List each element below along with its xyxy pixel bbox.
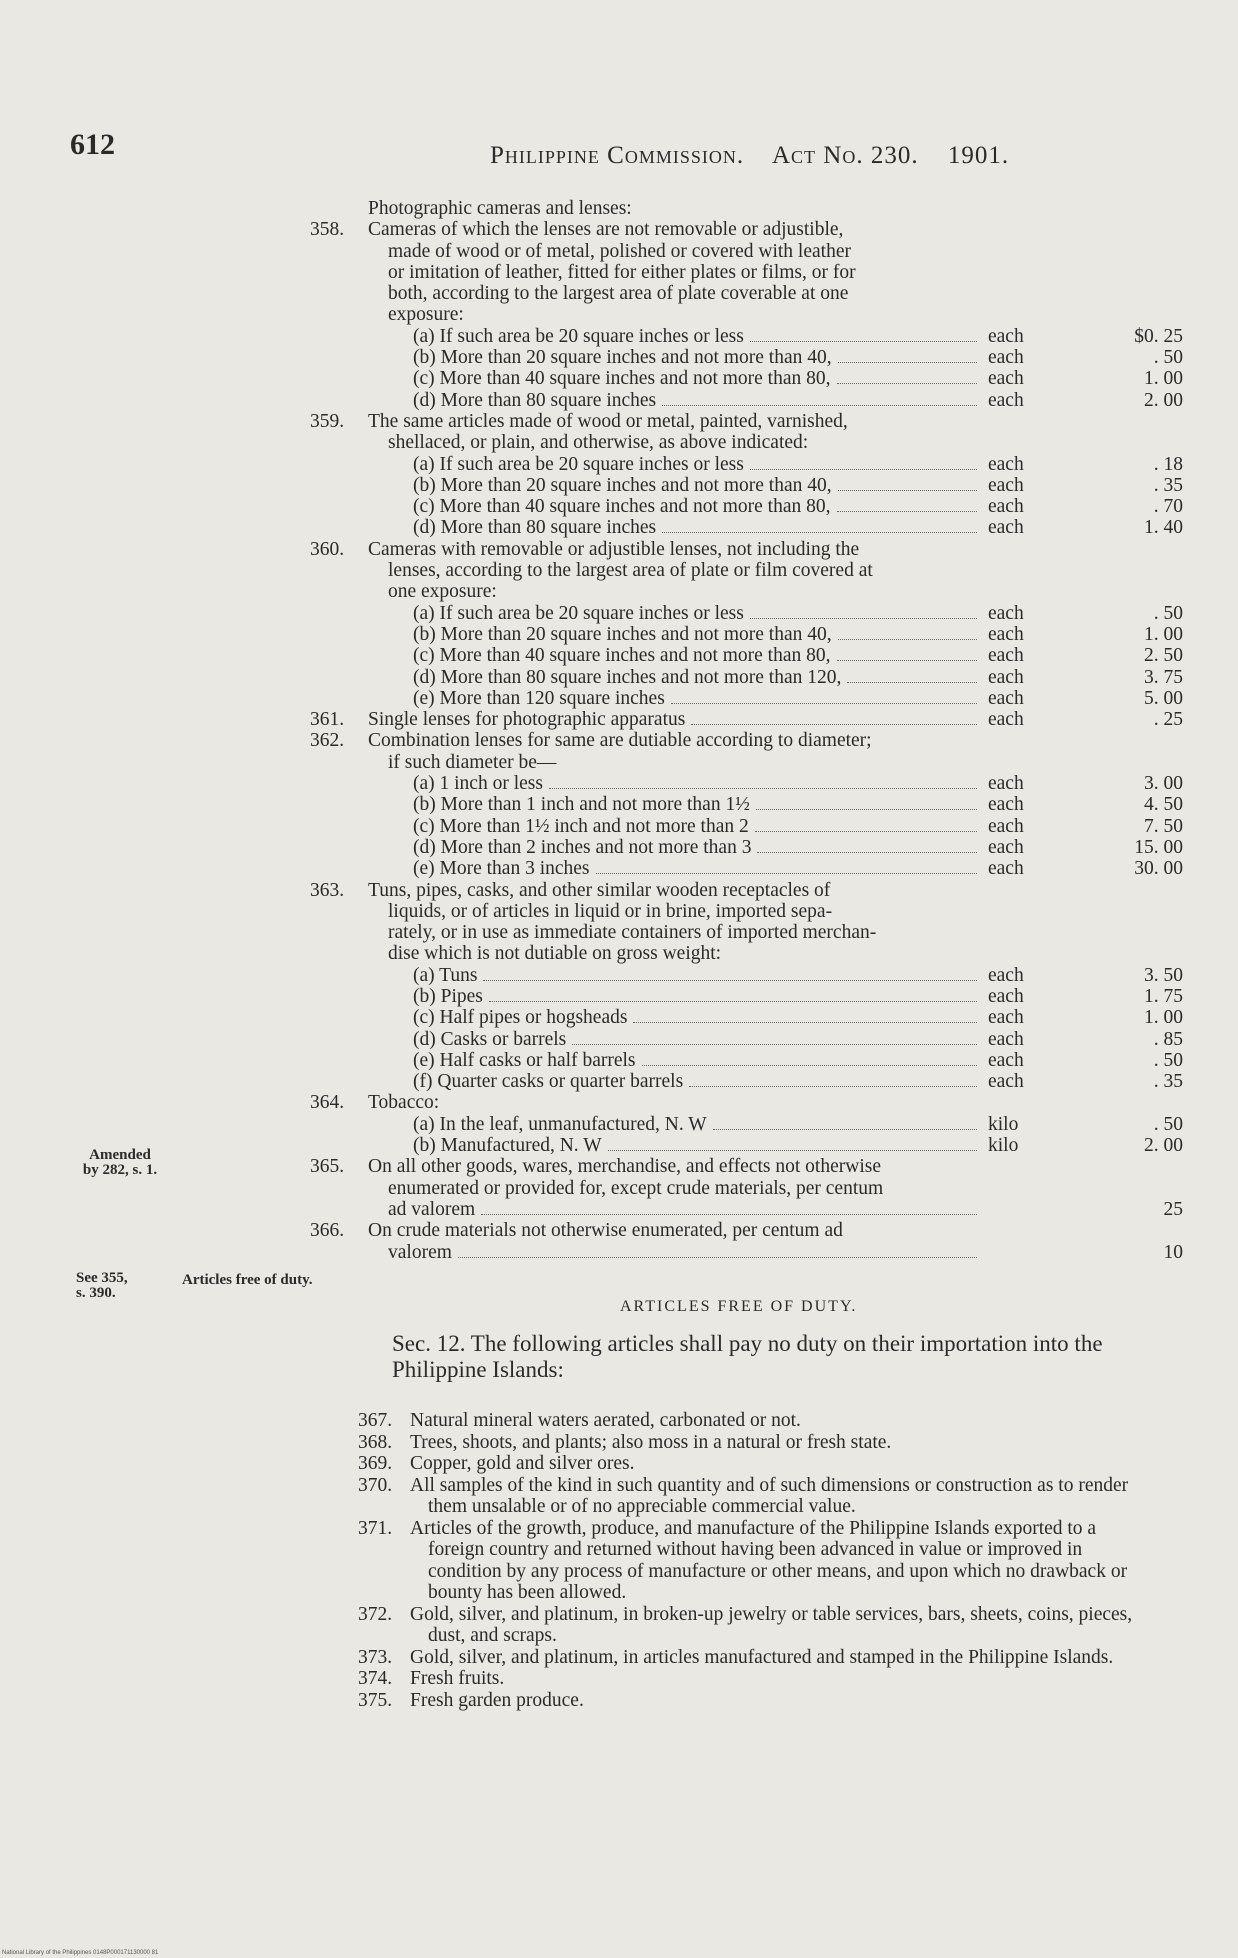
line-text: liquids, or of articles in liquid or in brine, imported sepa- [388,900,833,922]
rate-value: 1. 00 [1144,1007,1183,1029]
dot-leader [837,660,978,661]
dot-leader [750,469,977,470]
section-12-paragraph: Sec. 12. The following articles shall pay no duty on their importation into the Philippine Islands: [392,1331,1103,1382]
dot-leader [837,511,978,512]
free-article [358,1689,1155,1712]
rate-value: 25 [1163,1198,1183,1220]
line-text: dise which is not dutiable on gross weight: [388,943,722,965]
item-number: 358. [310,219,345,241]
rate-label-text: (d) Casks or barrels [413,1028,567,1050]
free-article-text: All samples of the kind in such quantity and of such dimensions or construction as to render them unsalable or of no appreciable commercial value. [410,1474,1129,1517]
text-line [368,922,1183,943]
rate-unit: each [988,964,1024,986]
dot-leader [838,362,977,363]
rate-label-text: (a) If such area be 20 square inches or less [413,602,744,624]
rate-unit: each [988,496,1024,518]
line-text: shellaced, or plain, and otherwise, as above indicated: [388,432,809,454]
rate-row [368,475,1183,496]
rate-label-text: Single lenses for photographic apparatus [368,709,686,731]
rate-unit: each [988,1049,1024,1071]
free-article [358,1646,1155,1669]
rate-label-text: (f) Quarter casks or quarter barrels [413,1071,684,1093]
rate-value: 15. 00 [1134,836,1183,858]
rate-unit: each [988,794,1024,816]
rate-row [368,837,1183,858]
free-article-text: Fresh garden produce. [410,1689,584,1711]
dot-leader [671,703,977,704]
rate-unit: each [988,602,1024,624]
rate-label-text: (c) More than 40 square inches and not more than 80, [413,368,831,390]
free-articles-list [358,1410,1155,1711]
running-head-act: Act No. 230. [771,142,919,169]
dot-leader [458,1257,977,1258]
rate-label [413,326,983,347]
rate-row [368,816,1183,837]
rate-label-text: ad valorem [388,1198,476,1220]
item-number: 371. [358,1517,393,1539]
rate-label-text: (d) More than 80 square inches [413,517,657,539]
dot-leader [689,1086,977,1087]
item-number: 368. [358,1431,393,1453]
rate-value: 2. 00 [1144,389,1183,411]
rate-value: 7. 50 [1144,815,1183,837]
free-article-text: Gold, silver, and platinum, in broken-up jewelry or table services, bars, sheets, coins, pieces, dust, and scraps. [410,1603,1133,1646]
rate-unit: each [988,347,1024,369]
rate-value: 1. 40 [1144,517,1183,539]
footer-credit: National Library of the Philippines 0148P000171130000 81 [2,1950,159,1956]
rate-value: 10 [1163,1241,1183,1263]
rate-label-text: (a) If such area be 20 square inches or less [413,453,744,475]
dot-leader [838,639,977,640]
rate-row [368,454,1183,475]
free-article [358,1517,1155,1604]
rate-label-text: valorem [388,1241,452,1263]
rate-label [413,965,983,986]
item-number: 370. [358,1474,393,1496]
rate-unit: each [988,836,1024,858]
rate-value: 3. 00 [1144,773,1183,795]
running-head [490,142,1009,170]
rate-label [413,986,983,1007]
dot-leader [608,1150,977,1151]
rate-unit: each [988,623,1024,645]
rate-row [368,1199,1183,1220]
free-article [358,1431,1155,1454]
dot-leader [662,405,977,406]
rate-unit: each [988,1071,1024,1093]
rate-value: . 50 [1153,347,1183,369]
line-text: Photographic cameras and lenses: [368,198,632,219]
rate-row [368,517,1183,538]
free-article [358,1453,1155,1475]
rate-label [413,475,983,496]
free-article-text: Fresh fruits. [410,1668,505,1689]
rate-unit: each [988,709,1024,731]
rate-label-text: (b) Pipes [413,985,483,1007]
rate-label [413,390,983,411]
free-article [358,1603,1155,1647]
text-line [368,1178,1183,1199]
rate-label-text: (b) More than 20 square inches and not more than 40, [413,623,832,645]
dot-leader [572,1044,977,1045]
free-article-text: Natural mineral waters aerated, carbonated or not. [410,1410,801,1431]
line-text: The same articles made of wood or metal, painted, varnished, [368,410,848,432]
rate-label-text: (e) More than 120 square inches [413,687,665,709]
free-article [358,1410,1155,1432]
dot-leader [642,1065,977,1066]
rate-unit: each [988,368,1024,390]
rate-label [413,1007,983,1028]
margin-note-line: Amended [89,1147,151,1163]
free-article-text: Articles of the growth, produce, and manufacture of the Philippine Islands exported to a foreign country and returned without having been advanced in value or improved in condition by any process of manufacture or other means, and upon which no drawback or bounty has been allowed. [410,1517,1128,1603]
rate-label-text: (c) Half pipes or hogsheads [413,1007,628,1029]
rate-value: $0. 25 [1134,325,1183,347]
item-number: 369. [358,1453,393,1474]
line-text: one exposure: [388,581,497,603]
line-text: Combination lenses for same are dutiable according to diameter; [368,730,872,752]
rate-value: 30. 00 [1134,858,1183,880]
rate-label-text: (a) If such area be 20 square inches or less [413,325,744,347]
text-line [368,304,1183,325]
rate-row [368,1071,1183,1092]
rate-label [413,837,983,858]
rate-unit: each [988,1007,1024,1029]
rate-unit: each [988,389,1024,411]
rate-label [413,368,983,389]
rate-row [368,986,1183,1007]
rate-label-text: (c) More than 1½ inch and not more than 2 [413,815,749,837]
rate-unit: kilo [988,1135,1019,1157]
rate-label-text: (d) More than 80 square inches [413,389,657,411]
rate-value: . 35 [1153,1071,1183,1093]
item-number: 367. [358,1410,393,1431]
dot-leader [691,724,977,725]
text-line [310,730,1183,752]
dot-leader [483,980,977,981]
rate-label [413,1071,983,1092]
margin-note-line: s. 390. [76,1285,116,1301]
rate-row [368,603,1183,624]
rate-label-text: (c) More than 40 square inches and not more than 80, [413,645,831,667]
line-text: On crude materials not otherwise enumerated, per centum ad [368,1220,843,1242]
rate-row [368,794,1183,815]
text-line [310,219,1183,241]
dot-leader [713,1129,977,1130]
rate-row [368,965,1183,986]
dot-leader [755,831,977,832]
rate-label-text: (a) 1 inch or less [413,773,543,795]
rate-unit: each [988,815,1024,837]
item-number: 372. [358,1603,393,1625]
item-number: 366. [310,1220,345,1242]
rate-value: 2. 50 [1144,645,1183,667]
rate-value: . 50 [1153,1113,1183,1135]
running-head-title: Philippine Commission. [490,142,745,169]
line-text: made of wood or of metal, polished or covered with leather [388,240,851,262]
text-line [368,241,1183,262]
line-text: lenses, according to the largest area of plate or film covered at [388,560,873,582]
rate-label-text: (a) Tuns [413,964,478,986]
section-title: ARTICLES FREE OF DUTY. [620,1298,858,1315]
text-line [310,1220,1183,1242]
rate-unit: each [988,453,1024,475]
rate-label [368,709,983,730]
rate-row [368,688,1183,709]
item-number: 375. [358,1689,393,1711]
rate-unit: each [988,325,1024,347]
rate-unit: each [988,1028,1024,1050]
rate-label [388,1199,983,1220]
dot-leader [750,618,977,619]
item-number: 365. [310,1156,345,1178]
rate-unit: each [988,517,1024,539]
dot-leader [633,1022,977,1023]
rate-row [368,1114,1183,1135]
rate-value: 2. 00 [1144,1135,1183,1157]
dot-leader [662,532,977,533]
rate-label [413,347,983,368]
rate-label-text: (b) More than 20 square inches and not more than 40, [413,347,832,369]
text-line [310,538,1183,560]
rate-label-text: (b) More than 1 inch and not more than 1½ [413,794,750,816]
dot-leader [750,341,977,342]
free-article [358,1474,1155,1518]
rate-label-text: (b) Manufactured, N. W [413,1135,602,1157]
dot-leader [489,1001,977,1002]
rate-unit: each [988,474,1024,496]
rate-row [368,1242,1183,1263]
margin-note-line: by 282, s. 1. [82,1162,158,1178]
running-head-year: 1901. [947,142,1010,169]
rate-unit: kilo [988,1113,1019,1135]
rate-value: . 50 [1153,602,1183,624]
text-line [368,432,1183,453]
rate-value: 1. 75 [1144,985,1183,1007]
line-text: rately, or in use as immediate containers of imported merchan- [388,922,877,944]
rate-value: . 25 [1153,709,1183,731]
rate-value: 1. 00 [1144,368,1183,390]
text-line [368,560,1183,581]
dot-leader [838,490,977,491]
rate-label-text: (a) In the leaf, unmanufactured, N. W [413,1113,707,1135]
text-line [310,1156,1183,1178]
line-text: enumerated or provided for, except crude materials, per centum [388,1177,884,1199]
rate-label-text: (e) More than 3 inches [413,858,590,880]
dot-leader [837,383,978,384]
rate-label [413,454,983,475]
free-article-text: Copper, gold and silver ores. [410,1453,635,1474]
rate-label-text: (c) More than 40 square inches and not more than 80, [413,496,831,518]
rate-unit: each [988,985,1024,1007]
text-line [368,198,1183,219]
rate-row [368,773,1183,794]
margin-note-see [76,1271,196,1301]
line-text: exposure: [388,304,464,326]
dot-leader [596,873,977,874]
item-number: 364. [310,1092,345,1114]
tariff-list [310,198,1183,1263]
text-line [310,410,1183,432]
item-number: 363. [310,879,345,901]
rate-label-text: (d) More than 80 square inches and not more than 120, [413,666,842,688]
rate-label [413,794,983,815]
rate-value: 5. 00 [1144,687,1183,709]
margin-note-amended [60,1148,180,1178]
rate-row [368,858,1183,879]
dot-leader [847,682,977,683]
text-line [368,752,1183,773]
rate-label [413,624,983,645]
rate-row [368,326,1183,347]
line-text: Tuns, pipes, casks, and other similar wooden receptacles of [368,879,831,901]
rate-unit: each [988,773,1024,795]
dot-leader [756,809,977,810]
line-text: or imitation of leather, fitted for either plates or films, or for [388,261,856,283]
rate-label-text: (e) Half casks or half barrels [413,1049,636,1071]
text-line [368,901,1183,922]
rate-label [413,1114,983,1135]
rate-label [413,816,983,837]
free-article [358,1668,1155,1690]
rate-row [368,368,1183,389]
rate-value: 4. 50 [1144,794,1183,816]
rate-row [368,1050,1183,1071]
rate-unit: each [988,687,1024,709]
rate-label-text: (b) More than 20 square inches and not more than 40, [413,474,832,496]
rate-row [368,390,1183,411]
item-number: 360. [310,538,345,560]
item-number: 373. [358,1646,393,1668]
rate-label [413,858,983,879]
line-text: if such diameter be— [388,751,557,773]
line-text: both, according to the largest area of plate coverable at one [388,283,849,305]
rate-row [368,624,1183,645]
rate-value: . 85 [1153,1028,1183,1050]
line-text: Tobacco: [368,1092,440,1114]
rate-label [413,1050,983,1071]
text-line [368,943,1183,964]
rate-label [413,1029,983,1050]
line-text: Cameras of which the lenses are not removable or adjustible, [368,219,844,241]
rate-value: 3. 50 [1144,964,1183,986]
margin-caption-free: Articles free of duty. [182,1272,313,1288]
rate-label [413,1135,983,1156]
free-article-text: Gold, silver, and platinum, in articles manufactured and stamped in the Philippine Islands. [410,1646,1114,1668]
item-number: 359. [310,410,345,432]
line-text: On all other goods, wares, merchandise, and effects not otherwise [368,1156,881,1178]
rate-unit: each [988,645,1024,667]
rate-label [413,667,983,688]
rate-row [368,347,1183,368]
item-number: 362. [310,730,345,752]
dot-leader [481,1214,977,1215]
rate-label [413,603,983,624]
text-line [368,581,1183,602]
line-text: Cameras with removable or adjustible lenses, not including the [368,538,860,560]
rate-value: . 35 [1153,474,1183,496]
rate-value: . 70 [1153,496,1183,518]
rate-value: 1. 00 [1144,623,1183,645]
item-number: 374. [358,1668,393,1689]
rate-label [413,688,983,709]
rate-row [310,709,1183,731]
text-line [310,879,1183,901]
dot-leader [549,788,977,789]
rate-label [413,517,983,538]
rate-label [413,773,983,794]
rate-value: 3. 75 [1144,666,1183,688]
rate-label-text: (d) More than 2 inches and not more than 3 [413,836,752,858]
dot-leader [757,852,977,853]
item-number: 361. [310,709,345,731]
rate-row [368,667,1183,688]
rate-value: . 50 [1153,1049,1183,1071]
rate-row [368,1135,1183,1156]
rate-row [368,496,1183,517]
rate-label [388,1242,983,1263]
rate-row [368,1029,1183,1050]
rate-row [368,1007,1183,1028]
text-line [368,262,1183,283]
text-line [310,1092,1183,1114]
rate-value: . 18 [1153,453,1183,475]
rate-label [413,645,983,666]
margin-note-line: See 355, [76,1270,128,1286]
rate-unit: each [988,666,1024,688]
text-line [368,283,1183,304]
free-article-text: Trees, shoots, and plants; also moss in a natural or fresh state. [410,1431,892,1453]
rate-row [368,645,1183,666]
page-number: 612 [70,128,115,161]
rate-label [413,496,983,517]
rate-unit: each [988,858,1024,880]
